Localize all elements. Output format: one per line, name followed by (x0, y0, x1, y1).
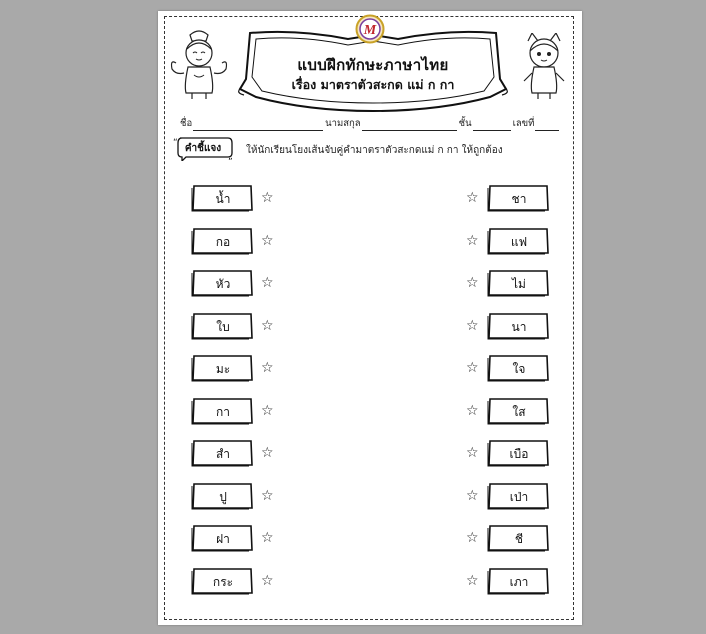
right-word-box (487, 227, 549, 255)
right-star-icon[interactable]: ☆ (466, 445, 479, 461)
left-star-icon[interactable]: ☆ (261, 275, 274, 291)
instruction-text: ให้นักเรียนโยงเส้นจับคู่คำมาตราตัวสะกดแม่ ก กา ให้ถูกต้อง (246, 145, 503, 156)
left-star-icon[interactable]: ☆ (261, 360, 274, 376)
student-info-line (180, 115, 564, 131)
right-word: เภา (509, 574, 529, 589)
right-word-box (487, 482, 549, 510)
worksheet-page (158, 11, 582, 625)
right-word: ไม่ (512, 277, 526, 291)
left-word-box (191, 482, 253, 510)
right-word-box (487, 354, 549, 382)
left-word: ปู (219, 489, 227, 504)
school-logo-icon (355, 14, 385, 44)
right-star-icon[interactable]: ☆ (466, 275, 479, 291)
right-star-icon[interactable]: ☆ (466, 232, 479, 249)
left-word-box (191, 397, 253, 425)
left-word: ฝา (216, 532, 230, 546)
left-word-box (191, 354, 253, 382)
svg-text:„: „ (228, 152, 233, 161)
left-word-box (191, 184, 253, 212)
right-star-icon[interactable]: ☆ (466, 190, 479, 206)
name-label: ชื่อ (180, 118, 193, 129)
left-star-icon[interactable]: ☆ (261, 317, 274, 334)
right-word: ชี (514, 532, 524, 546)
right-word-box (487, 524, 549, 552)
left-star-icon[interactable]: ☆ (261, 530, 274, 546)
right-word: ชา (511, 192, 527, 206)
left-word-box (191, 312, 253, 340)
left-star-icon[interactable]: ☆ (261, 487, 274, 504)
surname-label: นามสกุล (325, 118, 361, 129)
left-word: น้ำ (215, 192, 231, 206)
left-word: กระ (212, 574, 234, 589)
number-blank[interactable] (535, 120, 559, 131)
left-word-box (191, 524, 253, 552)
left-word: กอ (215, 234, 231, 249)
class-blank[interactable] (473, 120, 511, 131)
right-word-box (487, 567, 549, 595)
left-word: หัว (215, 277, 231, 291)
right-word: ใส (512, 404, 526, 419)
left-word-box (191, 567, 253, 595)
left-word-box (191, 269, 253, 297)
right-word: นา (511, 319, 527, 334)
left-star-icon[interactable]: ☆ (261, 232, 274, 249)
right-word: เบือ (509, 447, 529, 461)
instruction-badge: คำชี้แจง (184, 143, 222, 154)
right-word-box (487, 269, 549, 297)
right-word-box (487, 439, 549, 467)
cartoon-angel-girl-icon (170, 29, 228, 101)
right-word-box (487, 397, 549, 425)
right-star-icon[interactable]: ☆ (466, 360, 479, 376)
right-star-icon[interactable]: ☆ (466, 317, 479, 334)
right-star-icon[interactable]: ☆ (466, 402, 479, 419)
left-star-icon[interactable]: ☆ (261, 190, 274, 206)
right-star-icon[interactable]: ☆ (466, 530, 479, 546)
class-label: ชั้น (458, 118, 472, 129)
logo-letter: M (363, 23, 377, 38)
left-word: ใบ (216, 319, 230, 334)
right-star-icon[interactable]: ☆ (466, 487, 479, 504)
left-word-box (191, 439, 253, 467)
page-subtitle: เรื่อง มาตราตัวสะกด แม่ ก กา (291, 77, 455, 92)
right-word: เป่า (509, 489, 529, 504)
right-word-box (487, 184, 549, 212)
left-word: มะ (215, 362, 231, 376)
left-star-icon[interactable]: ☆ (261, 445, 274, 461)
left-star-icon[interactable]: ☆ (261, 572, 274, 589)
number-label: เลขที่ (512, 118, 535, 129)
left-word: กา (215, 404, 230, 419)
page-title: แบบฝึกทักษะภาษาไทย (297, 56, 449, 74)
name-blank[interactable] (193, 120, 323, 131)
right-word: ใจ (512, 362, 526, 376)
left-word: สำ (215, 447, 231, 461)
right-word-box (487, 312, 549, 340)
left-word-box (191, 227, 253, 255)
svg-text:“: “ (173, 138, 178, 148)
right-word: แฟ (510, 234, 528, 249)
right-star-icon[interactable]: ☆ (466, 572, 479, 589)
surname-blank[interactable] (362, 120, 457, 131)
cartoon-cat-girl-icon (520, 33, 568, 101)
left-star-icon[interactable]: ☆ (261, 402, 274, 419)
